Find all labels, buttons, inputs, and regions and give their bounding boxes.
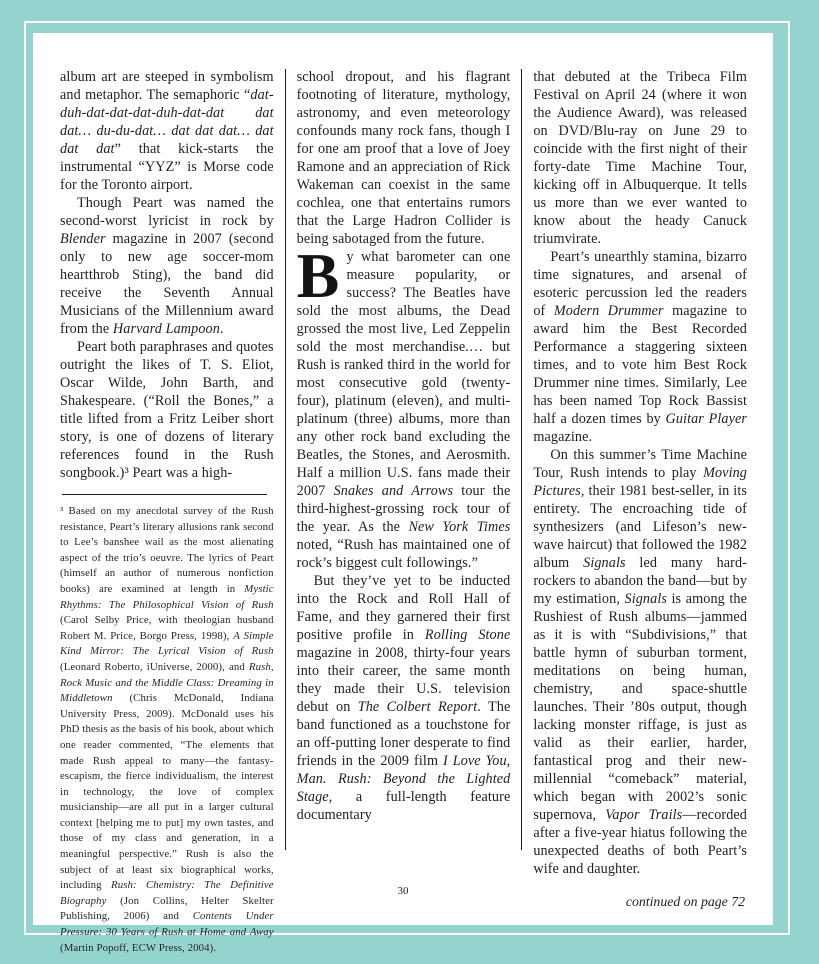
text-run: (Carol Selby Price, with theologian husband Robert M. Price, Borgo Press, 1998), [60, 614, 274, 642]
italic-text: The Colbert Report [357, 699, 478, 715]
text-run: led many hard-rockers to abandon the band—but by my estimation, [533, 555, 748, 607]
text-run: (Chris McDonald, Indiana University Press, 2009). McDonald uses his PhD thesis as the basis of his book, about which one reader commented, “The elements that made Rush appeal to many—the fantasy-escapism, the fierce individualism, the interest in technology, the love of complex musicianship—are all put in a larger cultural context [helping me to put] my own tastes, and those of my class and generation, in a meaningful perspective.” Rush is also the subject of at least six biographical works, including [60, 692, 274, 892]
column-3 [533, 68, 748, 909]
text-run: On this summer’s Time Machine Tour, Rush intends to play [533, 447, 748, 481]
text-run: (Jon Collins, Helter Skelter Publishing, 2006) and [60, 894, 274, 923]
italic-text: Rush: Chemistry: The Definitive Biography [60, 879, 274, 907]
paragraph [533, 248, 747, 446]
italic-text: Signals [624, 591, 667, 607]
text-run: noted, “Rush has maintained one of rock’s biggest cult followings.” [296, 537, 511, 571]
text-run: . [219, 321, 224, 337]
magazine-page [33, 33, 773, 954]
italic-text: Harvard Lampoon [112, 321, 220, 337]
text-run: magazine to award him the Best Recorded Performance a staggering sixteen times, and to vote him Best Rock Drummer nine times. Similarly, Lee has been named Top Rock Bassist half a dozen times by [533, 303, 748, 427]
text-run: Though Peart was named the second-worst lyricist in rock by [60, 195, 274, 229]
text-run: a full-length feature documentary [296, 789, 511, 823]
italic-text: Moving Pictures, [533, 465, 748, 499]
text-run: ³ Based on my anecdotal survey of the Rush resistance, Peart’s literary allusions rank second to Lee’s banshee wail as the most alienating aspect of the trio’s oeuvre. The lyrics of Peart (himself an author of numerous nonfiction books) are examined at length in [60, 505, 274, 595]
italic-text: I Love You, Man. Rush: Beyond the Lighted Stage, [296, 753, 511, 805]
italic-text: Modern Drummer [553, 303, 664, 319]
paragraph [297, 572, 511, 824]
italic-text: Snakes and Arrows [333, 483, 454, 499]
italic-text: Guitar Player [665, 411, 747, 427]
italic-text: Rolling Stone [424, 627, 511, 643]
paragraph [60, 68, 274, 194]
text-run: —recorded after a five-year hiatus following the unexpected deaths of both Peart’s wife and daughter. [533, 807, 748, 877]
italic-text: A Simple Kind Mirror: The Lyrical Vision of Rush [60, 629, 274, 658]
italic-text: Vapor Trails [605, 807, 683, 823]
text-run: school dropout, and his flagrant footnoting of literature, mythology, astronomy, and even meteorology confounds many rock fans, though I for one am proof that a love of Joey Ramone and an appreciation of Rick Wakeman can coexist in the same cochlea, one that entertains rumors that the Large Hadron Collider is being sabotaged from the future. [296, 69, 511, 247]
column-2 [297, 68, 511, 858]
text-run: y what barometer can one measure popularity, or success? The Beatles have sold the most albums, the Dead grossed the most live, Led Zeppelin sold the most merchandise.… but Rush is ranked third in the world for most consecutive gold (twenty-four), platinum (eleven), and multi-platinum (three) albums, more than any other rock band excluding the Beatles, the Stones, and Aerosmith. Half a million U.S. fans made their 2007 [296, 249, 511, 499]
continued-notice: continued on page 72 [625, 894, 746, 909]
drop-cap: B [296, 240, 340, 311]
text-run: magazine in 2007 (second only to new age soccer-mom heartthrob Sting), the band did receive the Seventh Annual Musicians of the Millennium award from the [60, 231, 274, 337]
italic-text: Contents Under Pressure: 30 Years of Rush at Home and Away [60, 910, 274, 939]
text-run: magazine. [533, 429, 593, 445]
paragraph [533, 68, 747, 248]
italic-text: Signals [583, 555, 626, 571]
text-run: is among the Rushiest of Rush albums—jammed as it is with “Subdivisions,” that battle hymn of suburban torment, meditations on being human, chemistry, and space-shuttle launches. Their ’80s output, though lacking monster riffage, is just as valid as their earlier, harder, fantastical prog and their new-millennial “comeback” material, which began with 2002’s sonic supernova, [533, 591, 748, 823]
italic-text: New York Times [408, 519, 511, 535]
text-run: (Martin Popoff, ECW Press, 2004). [60, 941, 217, 954]
italic-text: Blender [60, 231, 106, 247]
text-run: . The band functioned as a touchstone for an off-putting loner desperate to find friends in the 2009 film [296, 699, 511, 769]
text-run: Peart’s unearthly stamina, bizarro time signatures, and arsenal of esoteric percussion led the readers of [533, 249, 748, 319]
text-run: magazine in 2008, thirty-four years into their career, the same month they made their U.S. television debut on [296, 645, 511, 715]
italic-text: dat-duh-dat-dat-dat-duh-dat-dat dat dat… du-du-dat… dat dat dat… dat dat dat [60, 87, 274, 157]
paragraph [60, 338, 274, 482]
text-run: But they’ve yet to be inducted into the Rock and Roll Hall of Fame, and they garnered their first positive profile in [296, 573, 511, 643]
italic-text: Rush, Rock Music and the Middle Class: Dreaming in Middletown [60, 660, 274, 705]
text-run: tour the third-highest-grossing rock tour of the year. As the [296, 483, 511, 535]
text-run: (Leonard Roberto, iUniverse, 2000), and [60, 660, 249, 673]
paragraph [296, 240, 511, 572]
paragraph [297, 68, 511, 248]
footnote-rule [62, 494, 267, 495]
text-run: album art are steeped in symbolism and metaphor. The semaphoric “ [60, 69, 274, 103]
article-columns [33, 33, 773, 954]
column-divider [521, 69, 522, 850]
column-divider [285, 69, 286, 850]
column-1 [60, 68, 274, 954]
page-number: 30 [397, 885, 409, 897]
text-run: that debuted at the Tribeca Film Festival on April 24 (where it won the Audience Award), was released on DVD/Blu-ray on June 29 to coincide with the first night of their forty-date Time Machine Tour, kicking off in Albuquerque. It tells us more than we ever wanted to know about the heady Canuck triumvirate. [533, 69, 748, 247]
text-run: ” that kick-starts the instrumental “YYZ” is Morse code for the Toronto airport. [60, 141, 274, 193]
italic-text: Mystic Rhythms: The Philosophical Vision of Rush [60, 582, 274, 611]
paragraph [60, 194, 274, 338]
text-run: Peart both paraphrases and quotes outright the likes of T. S. Eliot, Oscar Wilde, John Barth, and Shakespeare. (“Roll the Bones,” a title lifted from a Fritz Leiber short story, is one of dozens of literary references found in the Rush songbook.)³ Peart was a high- [60, 339, 274, 481]
text-run: their 1981 best-seller, in its entirety. The encroaching tide of synthesizers (and Lifeson’s new-wave haircut) that followed the 1982 album [533, 483, 748, 571]
paragraph [533, 446, 747, 878]
